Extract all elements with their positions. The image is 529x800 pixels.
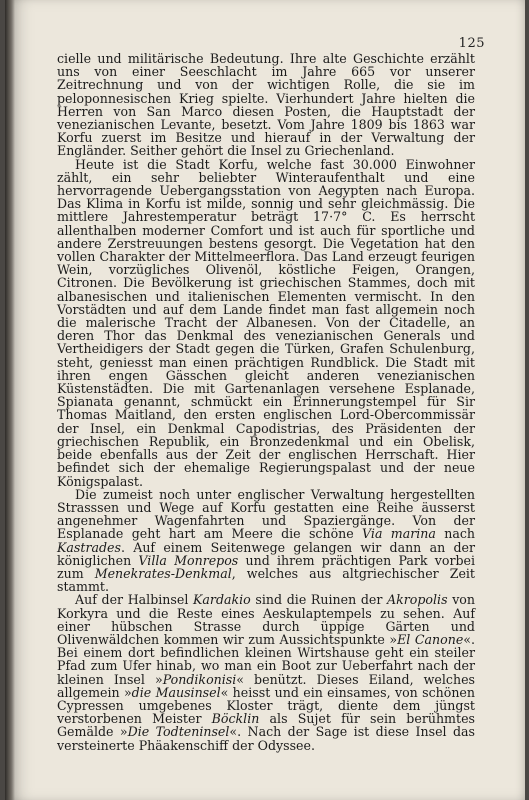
body-text xyxy=(57,52,475,752)
paragraph-4: Auf der Halbinsel Kardakio sind die Ruinen der Akropolis von Korkyra und die Reste eines Aeskulaptempels zu sehen. Auf einer hübschen Strasse durch üppige Gärten und Olivenwäldchen kommen wir zum Aussichtspunkte »El Canone«. Bei einem dort befindlichen kleinen Wirtshause geht ein steiler Pfad zum Ufer hinab, wo man ein Boot zur Ueberfahrt nach der kleinen Insel »Pondikonisi« benützt. Dieses Eiland, welches allgemein »die Mausinsel« heisst und ein einsames, von schönen Cypressen umgebenes Kloster trägt, diente dem jüngst verstorbenen Meister Böcklin als Sujet für sein berühmtes Gemälde »Die Todteninsel«. Nach der Sage ist diese Insel das versteinerte Phäakenschiff der Odyssee. xyxy=(57,592,476,753)
paragraph-3: Die zumeist noch unter englischer Verwaltung hergestellten Strasssen und Wege auf Korfu gestatten eine Reihe äusserst angenehmer Wagenfahrten und Spaziergänge. Von der Esplanade geht hart am Meere die schöne Via marina nach Kastrades. Auf einem Seitenwege gelangen wir dann an der königlichen Villa Monrepos und ihrem prächtigen Park vorbei zum Menekrates-Denkmal, welches aus altgriechischer Zeit stammt. xyxy=(57,486,476,595)
paragraph-1: cielle und militärische Bedeutung. Ihre alte Geschichte erzählt uns von einer Seeschlacht im Jahre 665 vor unserer Zeitrechnung und von der wichtigen Rolle, die sie im peloponnesischen Krieg spielte. Vierhundert Jahre hielten die Herren von San Marco diesen Posten, die Hauptstadt der venezianischen Levante, besetzt. Vom Jahre 1809 bis 1863 war Korfu zuerst im Besitze und hierauf in der Verwaltung der Engländer. Seither gehört die Insel zu Griechenland. xyxy=(57,51,475,159)
book-page xyxy=(5,0,525,800)
page-number: 125 xyxy=(458,36,485,51)
page-gutter-shadow xyxy=(5,0,15,800)
paragraph-2: Heute ist die Stadt Korfu, welche fast 30.000 Einwohner zählt, ein sehr beliebter Winteraufenthalt und eine hervorragende Uebergangsstation von Aegypten nach Europa. Das Klima in Korfu ist milde, sonnig und sehr gleichmässig. Die mittlere Jahrestemperatur beträgt 17·7° C. Es herrscht allenthalben moderner Comfort und ist auch für sportliche und andere Zerstreuungen bestens gesorgt. Die Vegetation hat den vollen Charakter der Mittelmeerflora. Das Land erzeugt feurigen Wein, vorzügliches Olivenöl, köstliche Feigen, Orangen, Citronen. Die Bevölkerung ist griechischen Stammes, doch mit albanesischen und italienischen Elementen vermischt. In den Vorstädten und auf dem Lande findet man fast allgemein noch die malerische Tracht der Albanesen. Von der Citadelle, an deren Thor das Denkmal des venezianischen Generals und Vertheidigers der Stadt gegen die Türken, Grafen Schulenburg, steht, geniesst man einen prächtigen Rundblick. Die Stadt mit ihren engen Gässchen gleicht anderen venezianischen Küstenstädten. Die mit Gartenanlagen versehene Esplanade, Spianata genannt, schmückt ein Erinnerungstempel für Sir Thomas Maitland, den ersten englischen Lord-Obercommissär der Insel, ein Denkmal Capodistrias, des Präsidenten der griechischen Republik, ein Bronzedenkmal und ein Obelisk, beide ebenfalls aus der Zeit der englischen Herrschaft. Hier befindet sich der ehemalige Regierungspalast und der neue Königspalast. xyxy=(57,156,475,489)
